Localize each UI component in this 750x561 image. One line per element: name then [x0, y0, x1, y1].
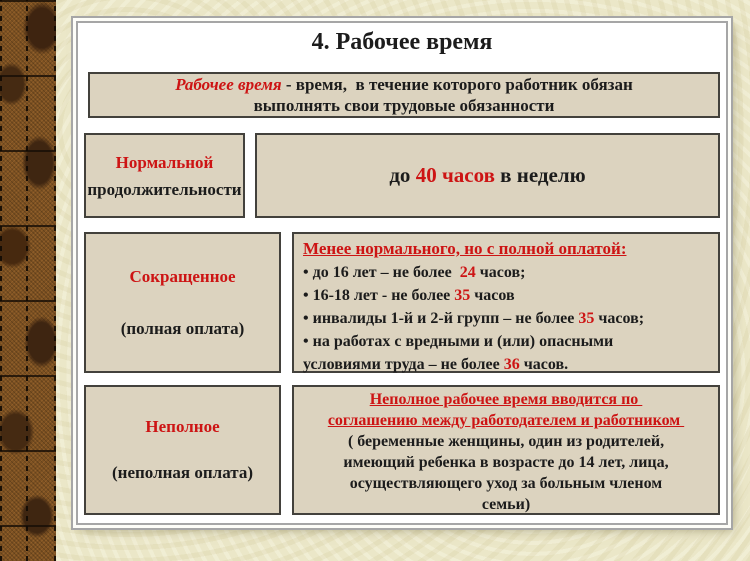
bullet-pre: • 16-18 лет - не более [303, 287, 455, 304]
bullet-line-disabled [303, 307, 709, 330]
content-box-parttime [292, 385, 720, 515]
slide-title: 4. Рабочее время [311, 29, 493, 55]
bullet-pre: условиями труда – не более [303, 356, 504, 373]
parttime-body-line4: семьи) [481, 496, 531, 513]
parttime-header-line2: соглашению между работодателем и работником [327, 412, 685, 429]
label-parttime-line2: (неполная оплата) [112, 463, 253, 482]
label-normal-line1: Нормальной [115, 152, 214, 172]
definition-line1 [90, 74, 718, 95]
bullet-pre: • до 16 лет – не более [303, 264, 460, 281]
bullet-hours-value: 35 [578, 310, 595, 327]
parttime-header-line1: Неполное рабочее время вводится по [369, 391, 643, 408]
label-normal-line2: продолжительности [87, 179, 242, 199]
definition-box [88, 72, 720, 118]
bullet-line-hazardous-2 [303, 353, 709, 376]
label-box-parttime [84, 385, 281, 515]
bullet-line-hazardous-1 [303, 330, 709, 353]
bullet-post: часов. [519, 356, 569, 373]
bullet-hours-value: 24 [459, 264, 476, 281]
bullet-line-16-18 [303, 284, 709, 307]
label-reduced-line2: (полная оплата) [120, 318, 245, 338]
bullet-post: часов; [594, 310, 645, 327]
normal-pre: до [389, 163, 416, 187]
definition-line2: выполнять свои трудовые обязанности [253, 96, 555, 115]
reduced-header: Менее нормального, но с полной оплатой: [303, 239, 627, 258]
label-box-normal-duration [84, 133, 245, 218]
parttime-body-line1: ( беременные женщины, один из родителей, [347, 433, 665, 450]
normal-hours-value: 40 часов [415, 163, 495, 187]
label-parttime-line1: Неполное [145, 417, 220, 436]
label-box-reduced [84, 232, 281, 373]
content-box-normal-duration [255, 133, 720, 218]
book-spine-strip [0, 0, 56, 561]
bullet-hours-value: 35 [454, 287, 471, 304]
definition-term: Рабочее время [175, 75, 282, 94]
bullet-pre: • на работах с вредными и (или) опасными [303, 333, 614, 350]
definition-rest: - время, в течение которого работник обязан [281, 75, 633, 94]
normal-post: в неделю [494, 163, 586, 187]
bullet-post: часов [470, 287, 515, 304]
bullet-post: часов; [475, 264, 526, 281]
bullet-hours-value: 36 [503, 356, 520, 373]
bullet-line-under16 [303, 261, 709, 284]
parttime-body-line2: имеющий ребенка в возрасте до 14 лет, лица, [343, 454, 669, 471]
slide-panel [76, 21, 728, 525]
normal-duration-text [389, 163, 585, 188]
bullet-pre: • инвалиды 1-й и 2-й групп – не более [303, 310, 579, 327]
label-reduced-line1: Сокращенное [129, 266, 236, 286]
content-box-reduced [292, 232, 720, 373]
parttime-body-line3: осуществляющего уход за больным членом [349, 475, 663, 492]
